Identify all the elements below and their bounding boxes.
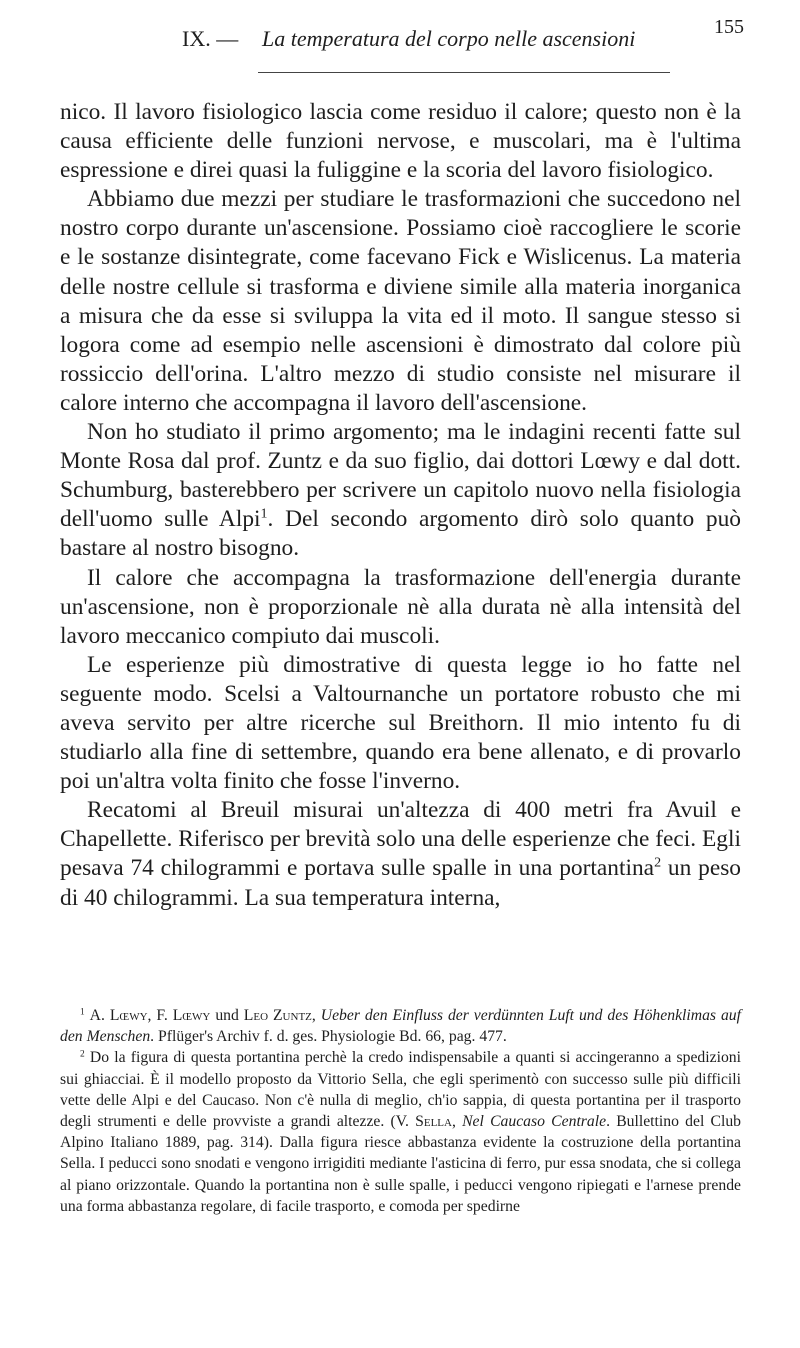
footnote-2-number: 2 — [80, 1049, 85, 1060]
footnote-1-number: 1 — [80, 1007, 85, 1018]
footnote-1-rest: . Pflüger's Archiv f. d. ges. Physiologie Bd. 66, pag. 477. — [150, 1028, 507, 1046]
paragraph-6-text: Recatomi al Breuil misurai un'altezza di 400 metri fra Avuil e Chapellette. Riferisco per brevità solo una delle esperienze che feci. Egli pesava 74 chilogrammi e portava sulle spalle in una portantina — [60, 797, 741, 882]
footnote-2 — [60, 1047, 741, 1217]
footnote-2-text: Do la figura di questa portantina perchè la credo indispensabile a quanti si accingeranno a spedizioni sui ghiacciai. È il modello proposto da Vittorio Sella, che egli sperimentò con successo sulle più difficili vette delle Alpi e del Caucaso. Non c'è nulla di meglio, ch'io sappia, di questa portantina per il trasporto degli strumenti e delle provviste a grandi altezze. (V. — [60, 1049, 741, 1131]
paragraph-3-text: Non ho studiato il primo argomento; ma le indagini recenti fatte sul Monte Rosa dal prof. Zuntz e da suo figlio, dai dottori Lœwy e dal dott. Schumburg, basterebbero per scrivere un capitolo nuovo nella fisiologia dell'uomo sulle Alpi — [60, 419, 741, 533]
body-text — [60, 98, 741, 913]
footnote-1 — [60, 1005, 741, 1047]
paragraph-2: Abbiamo due mezzi per studiare le trasformazioni che succedono nel nostro corpo durante un'ascensione. Possiamo cioè raccogliere le scorie e le sostanze disintegrate, come facevano Fick e Wislicenus. La materia delle nostre cellule si trasforma e diviene simile alla materia inorganica a misura che da esse si sviluppa la vita ed il moto. Il sangue stesso si logora come ad esempio nelle ascensioni è dimostrato dal colore più rossiccio dell'orina. L'altro mezzo di studio consiste nel misurare il calore interno che accompagna il lavoro dell'ascensione. — [60, 186, 741, 416]
footnote-2-sep: , — [451, 1113, 463, 1131]
footnote-1-sep: , — [311, 1007, 321, 1024]
header-rule — [258, 72, 670, 73]
footnote-2-author: Sella — [415, 1113, 452, 1131]
footnote-ref-2[interactable]: 2 — [654, 855, 662, 872]
footnote-2-title: Nel Caucaso Centrale — [462, 1113, 607, 1131]
paragraph-5: Le esperienze più dimostrative di questa legge io ho fatte nel seguente modo. Scelsi a Valtournanche un portatore robusto che mi aveva servito per altre ricerche sul Breithorn. Il mio intento fu di studiarlo alla fine di settembre, quando era bene allenato, e di provarlo poi un'altra volta finito che fosse l'inverno. — [60, 651, 741, 795]
footnote-1-authors: A. Lœwy, F. Lœwy — [89, 1007, 211, 1024]
paragraph-6 — [60, 796, 741, 912]
footnote-ref-1[interactable]: 1 — [260, 505, 268, 522]
paragraph-3-text-end: . Del secondo argomento dirò solo quanto può bastare al nostro bisogno. — [60, 506, 741, 562]
footnote-2-text-end: . Bullettino del Club Alpino Italiano 1889, pag. 314). Dalla figura riesce abbastanza evidente la costruzione della portantina Sella. I peducci sono snodati e vengono irrigiditi mediante l'asticina di ferro, pur essa snodata, che si collega al piano orizzontale. Quando la portantina non è sulle spalle, i peducci vengono ripiegati e l'arnese prende una forma abbastanza regolare, di facile trasporto, e comoda per spedirne — [60, 1113, 742, 1215]
footnotes — [60, 1005, 741, 1217]
running-head-title: La temperatura del corpo nelle ascensioni — [262, 26, 636, 51]
paragraph-4: Il calore che accompagna la trasformazione dell'energia durante un'ascensione, non è proporzionale nè alla durata nè alla intensità del lavoro meccanico compiuto dai muscoli. — [60, 564, 741, 649]
paragraph-1: nico. Il lavoro fisiologico lascia come residuo il calore; questo non è la causa efficiente delle funzioni nervose, e muscolari, ma è l'ultima espressione e direi quasi la fuliggine e la scoria del lavoro fisiologico. — [60, 99, 741, 184]
footnote-1-and: und — [210, 1007, 244, 1024]
footnote-1-title: Ueber den Einfluss der verdünnten Luft und des Höhenklimas auf den Menschen — [60, 1007, 742, 1046]
running-head — [182, 14, 744, 54]
paragraph-6-text-end: un peso di 40 chilogrammi. La sua temperatura interna, — [60, 855, 741, 911]
running-head-chapter: IX. — — [182, 26, 239, 51]
paragraph-3 — [60, 418, 741, 563]
page-number: 155 — [714, 16, 744, 38]
footnote-1-author2: Leo Zuntz — [243, 1007, 312, 1024]
